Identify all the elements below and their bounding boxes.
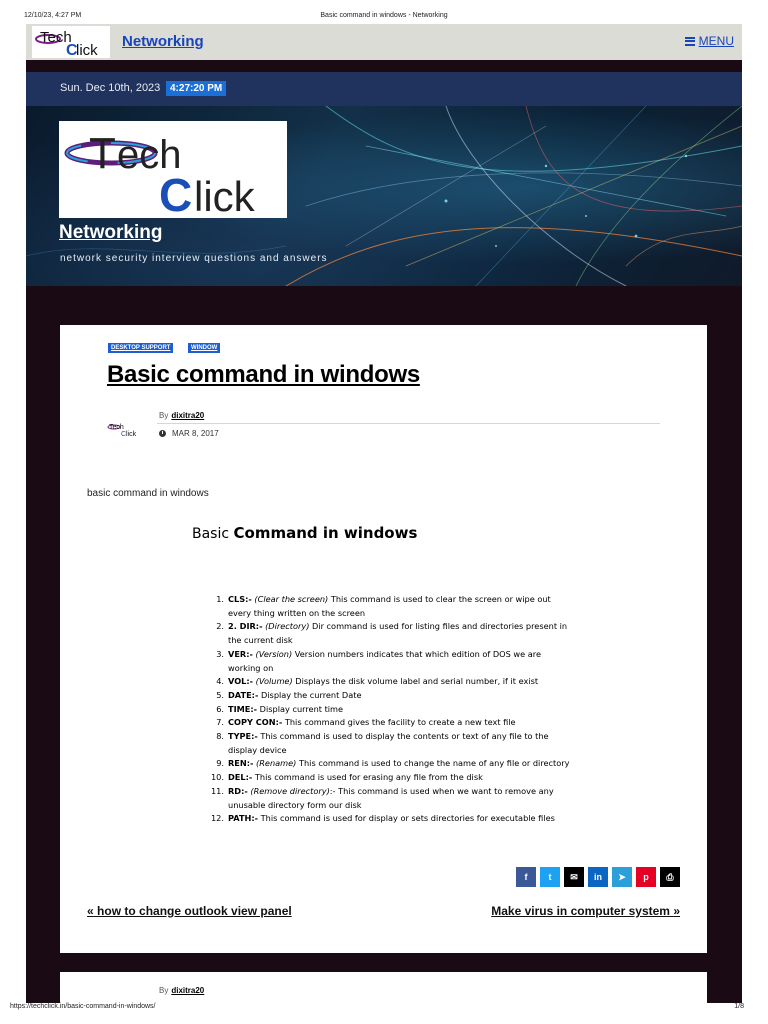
print-url: https://techclick.in/basic-command-in-windows/ [10, 1003, 156, 1010]
command-description: Displays the disk volume label and serial number, if it exist [292, 676, 539, 687]
site-title-link[interactable]: Networking [59, 222, 163, 243]
print-page-number: 1/8 [734, 1003, 744, 1010]
navbar-logo[interactable] [32, 26, 110, 58]
svg-text:C: C [66, 42, 78, 58]
techclick-big-logo-icon [59, 121, 287, 218]
command-name: CLS:- [228, 594, 252, 604]
doc-heading-main: Command in windows [233, 524, 418, 542]
command-item [210, 703, 570, 717]
author-avatar[interactable] [106, 420, 142, 438]
command-number: 3. [216, 648, 224, 659]
command-gloss: (Remove directory) [250, 785, 330, 796]
command-name: COPY CON:- [228, 717, 283, 728]
author-logo-icon [106, 420, 142, 438]
command-number: 7. [216, 717, 224, 728]
post-date[interactable]: MAR 8, 2017 [172, 429, 219, 438]
facebook-icon: f [524, 872, 528, 882]
command-number: 9. [216, 758, 224, 769]
big-logo-click: lick [194, 173, 255, 218]
telegram-share-button[interactable] [612, 867, 632, 887]
meta-divider [157, 423, 660, 424]
menu-label: MENU [698, 34, 734, 48]
command-number: 2. [216, 621, 224, 632]
pinterest-share-button[interactable] [636, 867, 656, 887]
clock-icon [159, 430, 166, 437]
command-name: TIME:- [228, 703, 258, 714]
previous-post-link[interactable] [87, 904, 292, 918]
command-name: REN:- [228, 758, 254, 769]
svg-text:lick: lick [126, 431, 137, 438]
command-name: TYPE:- [228, 731, 258, 742]
command-description: This command is used to display the contents or text of any file to the display device [228, 731, 549, 755]
command-item [210, 648, 570, 675]
email-share-button[interactable] [564, 867, 584, 887]
svg-text:T: T [89, 129, 116, 178]
command-item [210, 689, 570, 703]
command-item [210, 757, 570, 771]
navbar-logo-tech: Tech [40, 29, 72, 46]
document-heading [192, 523, 417, 542]
print-page-title: Basic command in windows - Networking [320, 12, 448, 19]
command-item [210, 593, 570, 620]
command-description: Display current time [259, 703, 344, 714]
print-share-button[interactable] [660, 867, 680, 887]
command-list [210, 593, 570, 826]
command-gloss: (Volume) [255, 676, 293, 687]
author-byline [159, 411, 204, 420]
command-gloss: (Rename) [256, 758, 297, 769]
command-name: DEL:- [228, 772, 253, 783]
doc-heading-prefix: Basic [192, 526, 234, 542]
print-header [0, 0, 768, 22]
article-card [60, 325, 707, 953]
current-date: Sun. Dec 10th, 2023 [60, 82, 161, 94]
command-number: 10. [210, 772, 224, 783]
command-description: This command is used for display or sets directories for executable files [260, 813, 555, 824]
command-gloss: (Directory) [265, 621, 310, 632]
command-description: This command is used to clear the screen or wipe out every thing written on the screen [228, 594, 551, 618]
command-number: 12. [210, 813, 224, 824]
related-post-card [60, 972, 707, 1024]
related-author-link[interactable]: dixitra20 [171, 986, 205, 995]
date-bar [26, 72, 742, 106]
share-buttons [516, 867, 680, 887]
related-author-byline [159, 986, 204, 995]
related-by-label: By [159, 986, 169, 995]
category-window[interactable]: WINDOW [188, 343, 220, 353]
category-desktop-support[interactable]: DESKTOP SUPPORT [108, 343, 173, 353]
command-name: DATE:- [228, 689, 259, 700]
svg-text:C: C [121, 431, 127, 438]
navbar-logo-click: lick [76, 42, 98, 58]
command-number: 5. [216, 689, 224, 700]
print-icon: ⎙ [666, 871, 674, 882]
command-item [210, 812, 570, 826]
command-description: Version numbers indicates that which edition of DOS we are working on [228, 648, 541, 673]
twitter-icon: t [548, 872, 552, 882]
facebook-share-button[interactable] [516, 867, 536, 887]
article-title[interactable]: Basic command in windows [107, 361, 420, 388]
twitter-share-button[interactable] [540, 867, 560, 887]
command-description: :- This command is used when we want to remove any unusable directory form our disk [228, 785, 554, 810]
big-logo-tech: ech [117, 133, 182, 177]
previous-post-title: how to change outlook view panel [97, 904, 292, 918]
command-name: VOL:- [228, 676, 254, 687]
command-item [210, 730, 570, 757]
command-gloss: (Clear the screen) [254, 594, 329, 604]
command-number: 11. [210, 785, 224, 796]
author-link[interactable]: dixitra20 [171, 411, 205, 420]
command-item [210, 675, 570, 689]
command-number: 1. [216, 594, 224, 604]
command-name: VER:- [228, 648, 253, 659]
command-number: 8. [216, 731, 224, 742]
command-number: 4. [216, 676, 224, 687]
techclick-logo-icon [32, 26, 110, 58]
current-time: 4:27:20 PM [166, 81, 226, 96]
command-item [210, 785, 570, 812]
command-name: RD:- [228, 785, 248, 796]
site-logo[interactable] [59, 121, 287, 218]
menu-button[interactable] [685, 34, 734, 48]
double-chevron-left-icon: « [87, 904, 94, 918]
site-navbar [26, 24, 742, 60]
linkedin-icon: in [594, 872, 602, 882]
site-tagline: network security interview questions and answers [60, 253, 328, 264]
command-item [210, 716, 570, 730]
command-description: This command is used for erasing any file from the disk [254, 772, 483, 783]
command-description: Dir command is used for listing files and directories present in the current disk [228, 621, 568, 646]
by-label: By [159, 411, 169, 420]
svg-text:Tech: Tech [109, 424, 124, 431]
command-description: This command is used to change the name of any file or directory [296, 758, 570, 769]
telegram-icon: ➤ [618, 871, 626, 882]
article-intro: basic command in windows [87, 488, 209, 499]
navbar-site-link[interactable]: Networking [122, 33, 204, 50]
command-name: PATH:- [228, 813, 259, 824]
email-icon: ✉ [570, 871, 578, 882]
pinterest-icon: p [643, 872, 649, 882]
double-chevron-right-icon: » [673, 904, 680, 918]
print-datetime: 12/10/23, 4:27 PM [24, 12, 82, 19]
hamburger-icon [685, 37, 695, 46]
command-gloss: (Version) [255, 648, 293, 659]
svg-text:C: C [159, 169, 193, 218]
next-post-title: Make virus in computer system [491, 904, 670, 918]
command-number: 6. [216, 703, 224, 714]
command-description: This command gives the facility to create a new text file [284, 717, 516, 728]
header-banner [26, 106, 742, 286]
next-post-link[interactable] [491, 904, 680, 918]
linkedin-share-button[interactable] [588, 867, 608, 887]
command-name: 2. DIR:- [228, 621, 263, 632]
command-item [210, 620, 570, 647]
command-description: Display the current Date [260, 689, 362, 700]
command-item [210, 771, 570, 785]
